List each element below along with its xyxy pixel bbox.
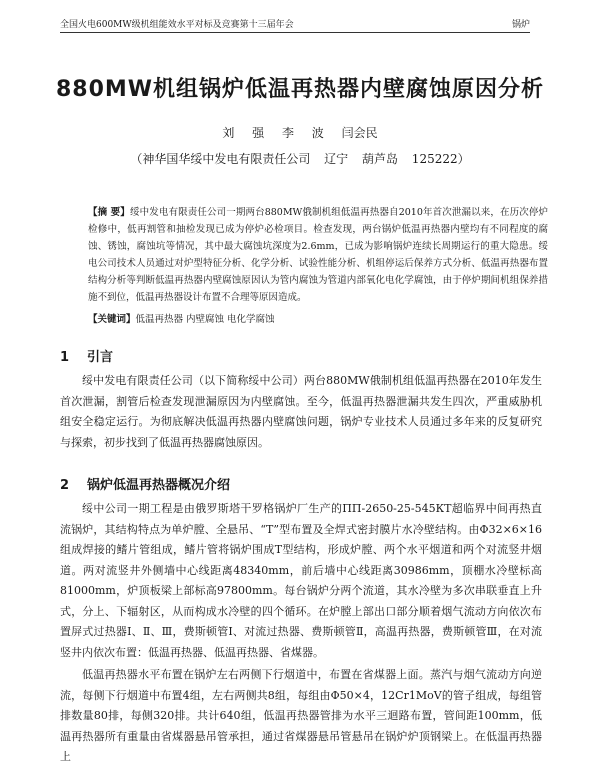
abstract <box>88 204 548 306</box>
section-title: 锅炉低温再热器概况介绍 <box>87 478 231 493</box>
paper-title: 880MW机组锅炉低温再热器内壁腐蚀原因分析 <box>55 77 545 102</box>
section-heading-introduction <box>60 346 113 365</box>
paragraph: 绥中公司一期工程是由俄罗斯塔干罗格锅炉厂生产的ПП-2650-25-545КТ超临界中间再热直流锅炉，其结构特点为单炉膛、全悬吊、“T”型布置及全焊式密封膜片水冷壁结构。由Φ32×6×16组成焊接的鳍片管组成，鳍片管将锅炉围成T型结构，形成炉膛、两个水平烟道和两个对流竖井烟道。两对流竖井外侧墙中心线距离48340mm，前后墙中心线距离30986mm，顶棚水冷壁标高81000mm，炉顶板梁上部标高97800mm。每台锅炉分两个流道，其水冷壁为多次串联垂直上升式，分上、下辐射区，从而构成水冷壁的四个循环。在炉膛上部出口部分顺着烟气流动方向依次布置屏式过热器Ⅰ、Ⅱ、Ⅲ，费斯顿管Ⅰ、对流过热器、费斯顿管Ⅱ，高温再热器，费斯顿管Ⅲ，在对流竖井内依次布置：低温再热器、低温再热器、省煤器。 <box>60 502 542 659</box>
paragraph: 低温再热器水平布置在锅炉左右两侧下行烟道中，布置在省煤器上面。蒸汽与烟气流动方向逆流，每侧下行烟道中布置4组，左右两侧共8组，每组由Φ50×4，12Cr1MoV的管子组成，每组管排数量80排，每侧320排。共计640组，低温再热器管排为水平三迴路布置，管间距100mm，低温再热器所有重量由省煤器悬吊管承担，通过省煤器悬吊管悬吊在锅炉炉顶钢梁上。在低温再热器上 <box>60 668 542 763</box>
authors: 刘 强 李 波 闫会民 <box>222 126 378 140</box>
keywords <box>88 312 548 328</box>
header-left: 全国火电600MW级机组能效水平对标及竞赛第十三届年会 <box>60 20 294 30</box>
abstract-label: 【摘 要】 <box>88 207 130 218</box>
abstract-text: 绥中发电有限责任公司一期两台880MW俄制机组低温再热器自2010年首次泄漏以来，在历次停炉检修中，低再割管和抽检发现已成为停炉必检项目。检查发现，两台锅炉低温再热器内壁均有不同程度的腐蚀、锈蚀，腐蚀坑等情况，其中最大腐蚀坑深度为2.6mm，已成为影响锅炉连续长周期运行的重大隐患。绥电公司技术人员通过对炉型特征分析、化学分析、试验性能分析、机组停运后保养方式分析、低温再热器布置结构分析等判断低温再热器内壁腐蚀原因认为管内腐蚀为管道内部氧化电化学腐蚀，由于停炉期间机组保养措施不到位，低温再热器设计布置不合理等原因造成。 <box>88 207 548 303</box>
paragraph: 绥中发电有限责任公司（以下简称绥中公司）两台880MW俄制机组低温再热器在2010年发生首次泄漏，割管后检查发现泄漏原因为内壁腐蚀。至今，低温再热器泄漏共发生四次，严重威胁机组安全稳定运行。为彻底解决低温再热器内壁腐蚀问题，锅炉专业技术人员通过多年来的反复研究与探索，初步找到了低温再热器腐蚀原因。 <box>60 374 542 449</box>
section-number: 2 <box>60 478 70 493</box>
keywords-text: 低温再热器 内壁腐蚀 电化学腐蚀 <box>135 314 275 325</box>
affiliation: （神华国华绥中发电有限责任公司 辽宁 葫芦岛 125222） <box>130 152 470 166</box>
section-title: 引言 <box>87 350 114 365</box>
keywords-label: 【关键词】 <box>88 314 136 325</box>
running-header <box>60 14 530 33</box>
section-number: 1 <box>60 350 70 365</box>
header-right: 锅炉 <box>511 20 530 30</box>
section-heading-overview <box>60 474 230 493</box>
